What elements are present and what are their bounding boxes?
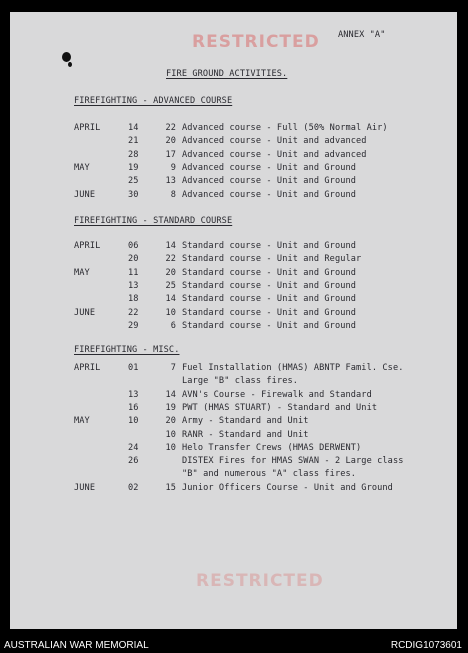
- count-cell: 22: [165, 254, 176, 265]
- count-cell: 14: [165, 389, 176, 400]
- month-cell: MAY: [74, 416, 90, 427]
- activity-cell: Standard course - Unit and Regular: [182, 254, 362, 265]
- count-cell: 6: [170, 320, 176, 331]
- month-cell: JUNE: [74, 189, 96, 200]
- activity-cell: AVN's Course - Firewalk and Standard: [182, 389, 372, 400]
- activity-cell: Advanced course - Unit and Ground: [182, 189, 357, 200]
- date-cell: 26: [128, 456, 139, 467]
- count-cell: 20: [165, 267, 176, 278]
- count-cell: 15: [165, 482, 176, 493]
- activity-cell: Advanced course - Unit and advanced: [182, 149, 367, 160]
- count-cell: 22: [165, 123, 176, 133]
- activity-cell: Standard course - Unit and Ground: [182, 307, 357, 318]
- section-heading: FIREFIGHTING - STANDARD COURSE: [74, 216, 233, 226]
- activity-cell: Standard course - Unit and Ground: [182, 280, 357, 291]
- activity-cell: Advanced course - Full (50% Normal Air): [182, 123, 388, 133]
- restricted-stamp-bottom: RESTRICTED: [196, 571, 324, 591]
- restricted-stamp-top: RESTRICTED: [192, 32, 320, 52]
- count-cell: 20: [165, 416, 176, 427]
- count-cell: 14: [165, 241, 176, 251]
- activity-cell: PWT (HMAS STUART) - Standard and Unit: [182, 402, 378, 413]
- month-cell: APRIL: [74, 363, 101, 373]
- count-cell: 7: [170, 363, 176, 373]
- month-cell: JUNE: [74, 482, 96, 493]
- month-cell: APRIL: [74, 123, 101, 133]
- activity-cell: Advanced course - Unit and Ground: [182, 176, 357, 187]
- count-cell: 10: [165, 307, 176, 318]
- date-cell: 01: [128, 363, 139, 373]
- date-cell: 02: [128, 482, 139, 493]
- date-cell: 10: [128, 416, 139, 427]
- date-cell: 16: [128, 402, 139, 413]
- count-cell: 8: [170, 189, 176, 200]
- activity-cell: Advanced course - Unit and advanced: [182, 136, 367, 147]
- date-cell: 22: [128, 307, 139, 318]
- section-heading: FIREFIGHTING - MISC.: [74, 345, 180, 355]
- activity-cell: DISTEX Fires for HMAS SWAN - 2 Large class: [182, 456, 404, 467]
- ink-blot: [68, 62, 72, 67]
- date-cell: 21: [128, 136, 139, 147]
- activity-cell: Standard course - Unit and Ground: [182, 267, 357, 278]
- date-cell: 24: [128, 442, 139, 453]
- count-cell: 19: [165, 402, 176, 413]
- count-cell: 20: [165, 136, 176, 147]
- ink-blot: [62, 52, 71, 62]
- date-cell: 20: [128, 254, 139, 265]
- date-cell: 18: [128, 294, 139, 305]
- month-cell: MAY: [74, 267, 90, 278]
- activity-cell-continued: Large "B" class fires.: [182, 376, 299, 387]
- section-heading: FIREFIGHTING - ADVANCED COURSE: [74, 96, 233, 106]
- activity-cell: Standard course - Unit and Ground: [182, 320, 357, 331]
- date-cell: 30: [128, 189, 139, 200]
- count-cell: 25: [165, 280, 176, 291]
- date-cell: 06: [128, 241, 139, 251]
- date-cell: 25: [128, 176, 139, 187]
- count-cell: 10: [165, 429, 176, 440]
- activity-cell: Standard course - Unit and Ground: [182, 241, 357, 251]
- month-cell: MAY: [74, 162, 90, 173]
- activity-cell: Advanced course - Unit and Ground: [182, 162, 357, 173]
- activity-cell: Army - Standard and Unit: [182, 416, 309, 427]
- date-cell: 29: [128, 320, 139, 331]
- month-cell: APRIL: [74, 241, 101, 251]
- footer-bar: [0, 633, 468, 653]
- annex-label: ANNEX "A": [338, 30, 386, 40]
- footer-id: RCDIG1073601: [390, 640, 462, 651]
- count-cell: 10: [165, 442, 176, 453]
- activity-cell: Fuel Installation (HMAS) ABNTP Famil. Cse.: [182, 363, 404, 373]
- count-cell: 9: [170, 162, 176, 173]
- count-cell: 14: [165, 294, 176, 305]
- activity-cell: Helo Transfer Crews (HMAS DERWENT): [182, 442, 362, 453]
- date-cell: 11: [128, 267, 139, 278]
- footer-source: AUSTRALIAN WAR MEMORIAL: [4, 640, 149, 651]
- month-cell: JUNE: [74, 307, 96, 318]
- activity-cell: Standard course - Unit and Ground: [182, 294, 357, 305]
- activity-cell: RANR - Standard and Unit: [182, 429, 309, 440]
- count-cell: 17: [165, 149, 176, 160]
- activity-cell-continued: "B" and numerous "A" class fires.: [182, 469, 357, 480]
- date-cell: 13: [128, 389, 139, 400]
- date-cell: 19: [128, 162, 139, 173]
- date-cell: 14: [128, 123, 139, 133]
- date-cell: 13: [128, 280, 139, 291]
- activity-cell: Junior Officers Course - Unit and Ground: [182, 482, 393, 493]
- document-page: [10, 12, 457, 629]
- date-cell: 28: [128, 149, 139, 160]
- page-title: FIRE GROUND ACTIVITIES.: [166, 69, 288, 79]
- count-cell: 13: [165, 176, 176, 187]
